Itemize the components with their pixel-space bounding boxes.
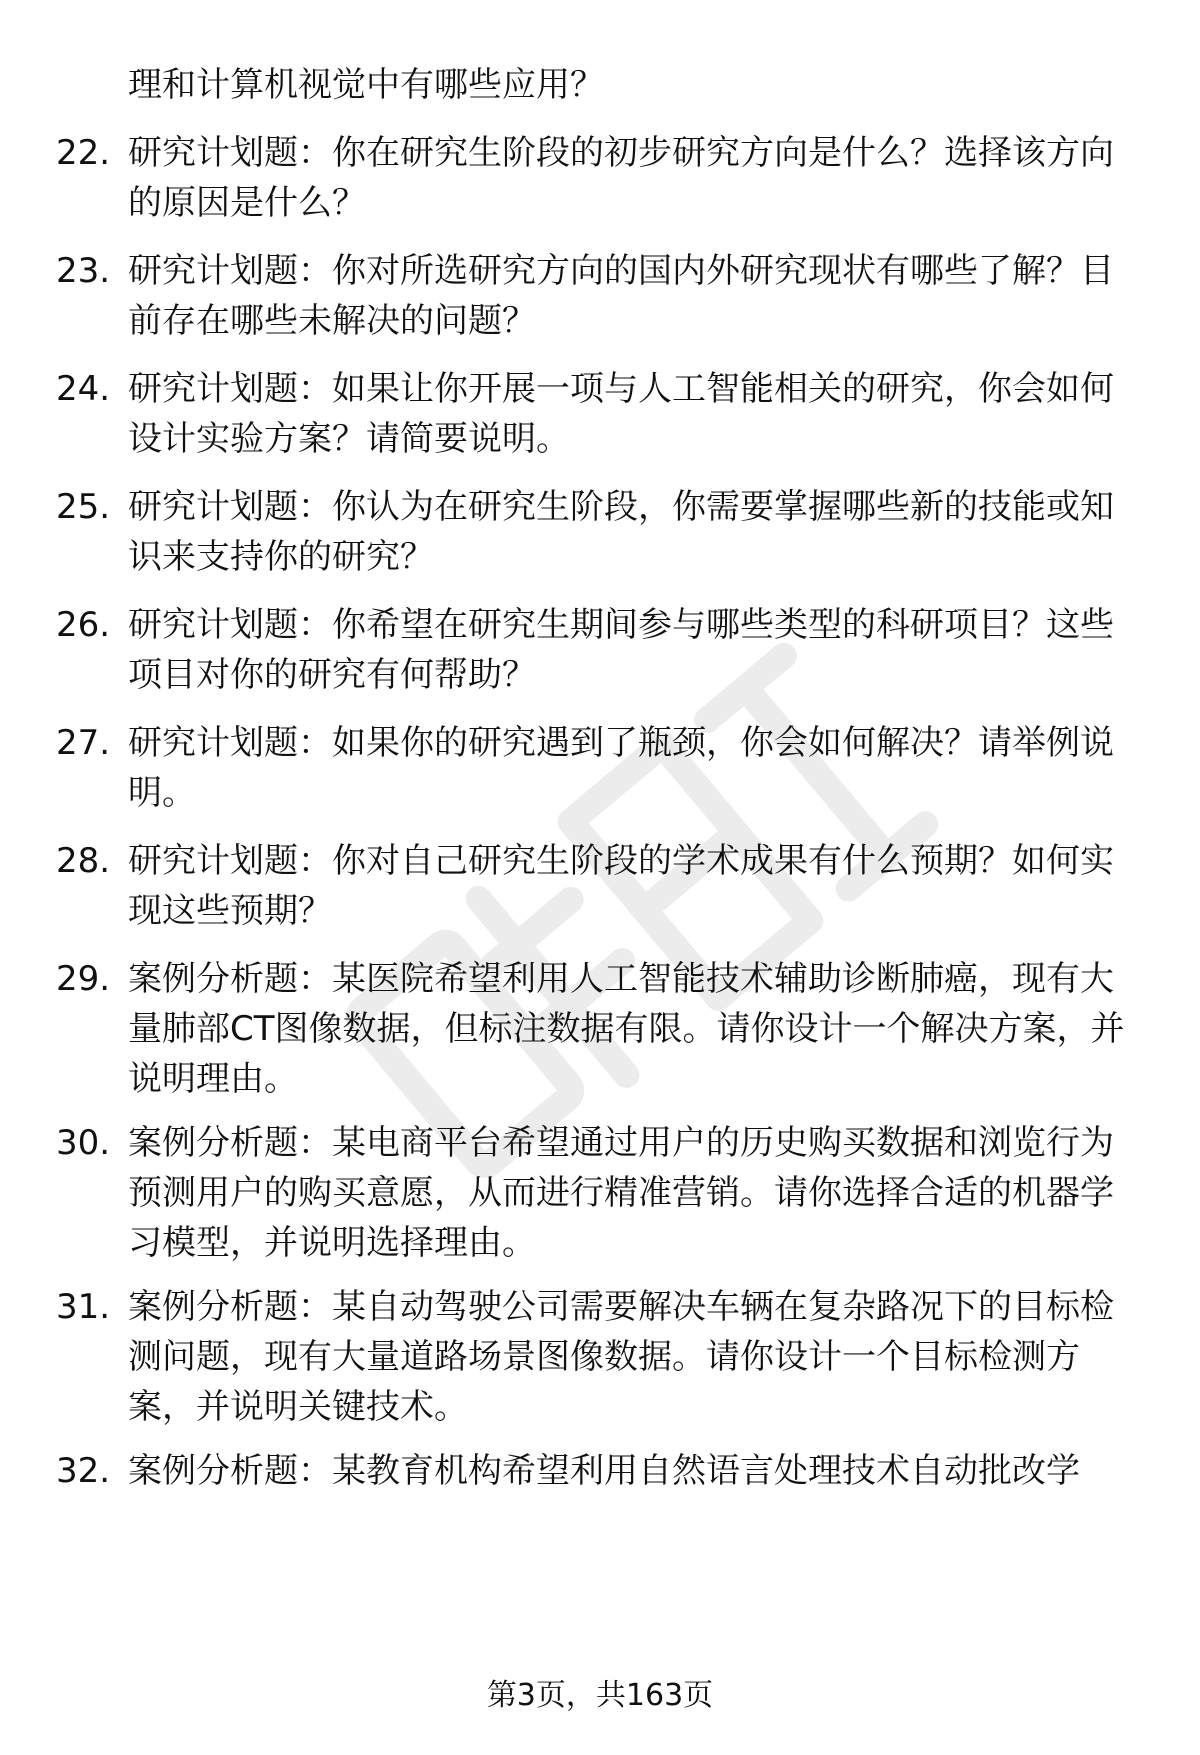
continued-question-text: 理和计算机视觉中有哪些应用？ xyxy=(128,65,604,105)
question-text: 研究计划题：你认为在研究生阶段，你需要掌握哪些新的技能或知识来支持你的研究？ xyxy=(128,487,1114,577)
question-number: 25. xyxy=(56,487,111,527)
question-number: 27. xyxy=(56,723,111,763)
question-number: 23. xyxy=(56,251,111,291)
question-number: 28. xyxy=(56,841,111,881)
question-text: 研究计划题：你对自己研究生阶段的学术成果有什么预期？如何实现这些预期？ xyxy=(128,841,1114,931)
question-text: 研究计划题：如果你的研究遇到了瓶颈，你会如何解决？请举例说明。 xyxy=(128,723,1114,813)
question-text: 案例分析题：某医院希望利用人工智能技术辅助诊断肺癌，现有大量肺部CT图像数据，但标注数据有限。请你设计一个解决方案，并说明理由。 xyxy=(128,959,1125,1099)
question-text: 研究计划题：你在研究生阶段的初步研究方向是什么？选择该方向的原因是什么？ xyxy=(128,133,1114,223)
question-number: 24. xyxy=(56,369,111,409)
page-number-footer: 第3页，共163页 xyxy=(486,1678,714,1713)
question-text: 案例分析题：某电商平台希望通过用户的历史购买数据和浏览行为预测用户的购买意愿，从而进行精准营销。请你选择合适的机器学习模型，并说明选择理由。 xyxy=(128,1123,1114,1263)
question-number: 26. xyxy=(56,605,111,645)
question-number: 22. xyxy=(56,133,111,173)
question-text: 研究计划题：你希望在研究生期间参与哪些类型的科研项目？这些项目对你的研究有何帮助？ xyxy=(128,605,1114,695)
question-number: 30. xyxy=(56,1123,111,1163)
question-text: 案例分析题：某教育机构希望利用自然语言处理技术自动批改学 xyxy=(128,1451,1080,1491)
question-number: 31. xyxy=(56,1287,111,1327)
question-text: 研究计划题：你对所选研究方向的国内外研究现状有哪些了解？目前存在哪些未解决的问题？ xyxy=(128,251,1114,341)
question-number: 32. xyxy=(56,1451,111,1491)
question-text: 研究计划题：如果让你开展一项与人工智能相关的研究，你会如何设计实验方案？请简要说明。 xyxy=(128,369,1114,459)
question-text: 案例分析题：某自动驾驶公司需要解决车辆在复杂路况下的目标检测问题，现有大量道路场景图像数据。请你设计一个目标检测方案，并说明关键技术。 xyxy=(128,1287,1114,1427)
question-number: 29. xyxy=(56,959,111,999)
